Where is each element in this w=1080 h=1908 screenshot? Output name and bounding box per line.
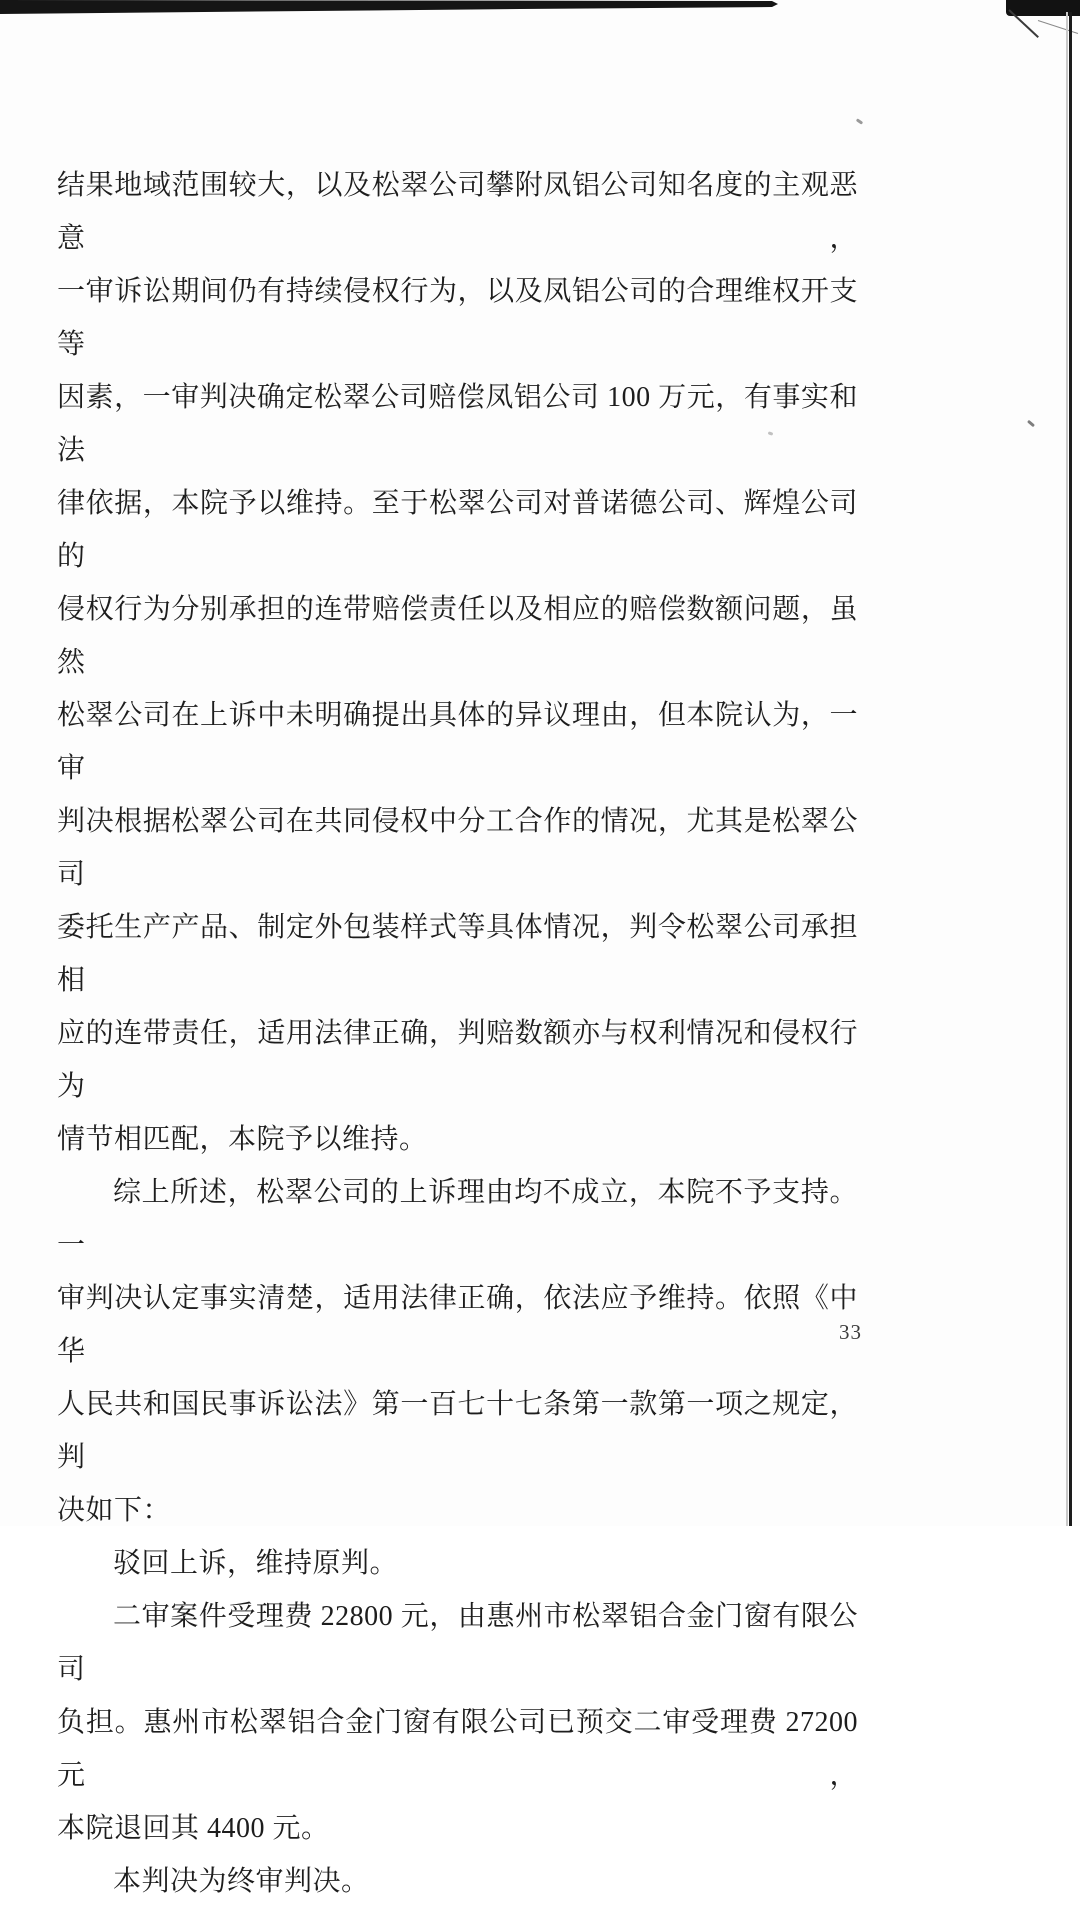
judgment-text-line: 判决根据松翠公司在共同侵权中分工合作的情况，尤其是松翠公司 — [57, 806, 858, 890]
scan-artifact-diagonal-line — [1038, 20, 1078, 34]
judgment-text-line: 本判决为终审判决。 — [113, 1866, 370, 1897]
judgment-text-line: 侵权行为分别承担的连带赔偿责任以及相应的赔偿数额问题，虽然 — [57, 594, 858, 678]
judgment-text-line: 结果地域范围较大，以及松翠公司攀附凤铝公司知名度的主观恶意， — [57, 170, 858, 254]
judgment-text-line: 审判决认定事实清楚，适用法律正确，依法应予维持。依照《中华 — [57, 1283, 858, 1367]
judgment-text-line: 本院退回其 4400 元。 — [57, 1813, 330, 1844]
scan-artifact-right-edge-shadow — [1066, 12, 1068, 1526]
judgment-text-line: 综上所述，松翠公司的上诉理由均不成立，本院不予支持。一 — [57, 1177, 858, 1261]
judgment-text-line: 一审诉讼期间仍有持续侵权行为，以及凤铝公司的合理维权开支等 — [57, 276, 858, 360]
judgment-text-line: 应的连带责任，适用法律正确，判赔数额亦与权利情况和侵权行为 — [57, 1018, 858, 1102]
scan-speck — [1027, 420, 1035, 427]
judgment-text-line: 委托生产产品、制定外包装样式等具体情况，判令松翠公司承担相 — [57, 912, 858, 996]
scan-speck — [856, 118, 863, 124]
judgment-text-line: 因素，一审判决确定松翠公司赔偿凤铝公司 100 万元，有事实和法 — [57, 382, 858, 466]
judgment-text-line: 二审案件受理费 22800 元，由惠州市松翠铝合金门窗有限公司 — [57, 1601, 858, 1685]
judgment-text-line: 松翠公司在上诉中未明确提出具体的异议理由，但本院认为，一审 — [57, 700, 858, 784]
scan-artifact-top-bar — [0, 0, 800, 20]
judgment-text-line: 负担。惠州市松翠铝合金门窗有限公司已预交二审受理费 27200 元， — [57, 1707, 858, 1791]
page-number: 33 — [839, 1320, 862, 1344]
judgment-text-line: 决如下： — [57, 1495, 172, 1526]
judgment-text-line: 人民共和国民事诉讼法》第一百七十七条第一款第一项之规定，判 — [57, 1389, 858, 1473]
scan-artifact-right-edge-line — [1069, 12, 1072, 1526]
judgment-text-line: 律依据，本院予以维持。至于松翠公司对普诺德公司、辉煌公司的 — [57, 488, 858, 572]
judgment-text-block — [57, 159, 858, 1908]
judgment-text-line: 情节相匹配，本院予以维持。 — [57, 1124, 428, 1155]
judgment-text-line: 驳回上诉，维持原判。 — [113, 1548, 399, 1579]
